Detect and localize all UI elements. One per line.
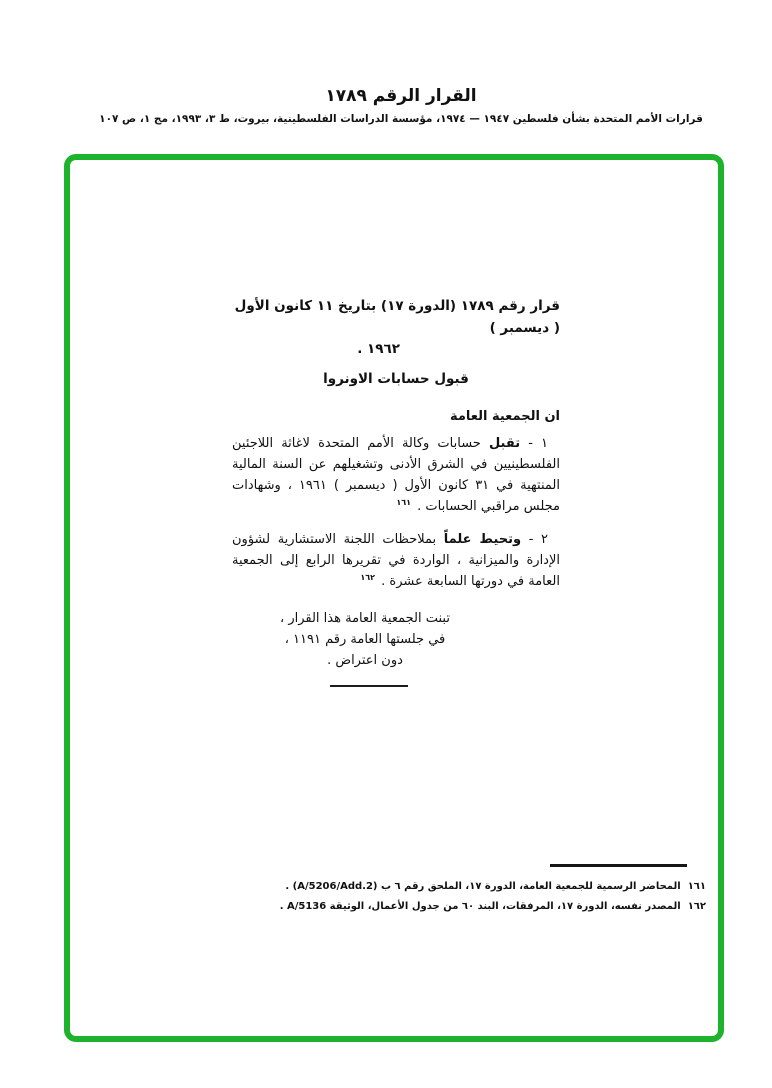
adoption-line-3: دون اعتراض .	[327, 653, 403, 668]
footnote-162-number: ١٦٢	[687, 901, 706, 912]
paragraph-2-operative-verb: وتحيط علماً	[443, 532, 522, 547]
footnote-ref-161: ١٦١	[396, 497, 412, 507]
footnote-161	[100, 877, 706, 897]
resolution-heading-line2: ١٩٦٢ .	[357, 341, 400, 357]
footnote-162	[100, 897, 706, 917]
footnote-161-text: المحاضر الرسمية للجمعية العامة، الدورة ١٧، الملحق رقم ٦ ب (A/5206/Add.2) .	[285, 881, 681, 892]
footnote-161-number: ١٦١	[687, 881, 706, 892]
adoption-line-2: في جلستها العامة رقم ١١٩١ ،	[284, 632, 446, 647]
resolution-preamble: ان الجمعية العامة	[449, 409, 560, 424]
paragraph-1-number: ١ -	[520, 436, 548, 451]
adoption-line-1: تبنت الجمعية العامة هذا القرار ،	[280, 611, 450, 626]
resolution-body	[232, 295, 560, 687]
page-title: القرار الرقم ١٧٨٩	[325, 86, 477, 106]
end-rule	[330, 685, 408, 687]
page-subtitle: قرارات الأمم المتحدة بشأن فلسطين ١٩٤٧ — ١٩٧٤، مؤسسة الدراسات الفلسطينية، بيروت، ط ٣، ١٩٩٣، مج ١، ص ١٠٧	[99, 113, 703, 125]
page-header	[30, 86, 772, 125]
footnotes	[100, 877, 706, 917]
paragraph-2-text: بملاحظات اللجنة الاستشارية لشؤون الإدارة والميزانية ، الواردة في تقريرها الرابع إلى الجمعية العامة في دورتها السابعة عشرة .	[232, 532, 560, 589]
paragraph-2-number: ٢ -	[521, 532, 548, 547]
paragraph-1-text: حسابات وكالة الأمم المتحدة لاغاثة اللاجئين الفلسطينيين في الشرق الأدنى وتشغيلهم عن السنة المالية المنتهية في ٣١ كانون الأول ( ديسمبر ) ١٩٦١ ، وشهادات مجلس مراقبي الحسابات .	[232, 436, 560, 514]
footnote-ref-162: ١٦٢	[360, 572, 376, 582]
paragraph-1-operative-verb: تقبل	[488, 436, 521, 451]
resolution-subject: قبول حسابات الاونروا	[323, 371, 469, 387]
resolution-paragraph-1	[232, 433, 560, 517]
footnote-162-text: المصدر نفسه، الدورة ١٧، المرفقات، البند ٦٠ من جدول الأعمال، الوثيقة A/5136 .	[279, 901, 681, 912]
resolution-heading-line1: قرار رقم ١٧٨٩ (الدورة ١٧) بتاريخ ١١ كانون الأول ( ديسمبر )	[234, 298, 560, 336]
resolution-paragraph-2	[232, 529, 560, 592]
footnote-separator	[550, 864, 687, 867]
adoption-note	[230, 608, 500, 671]
